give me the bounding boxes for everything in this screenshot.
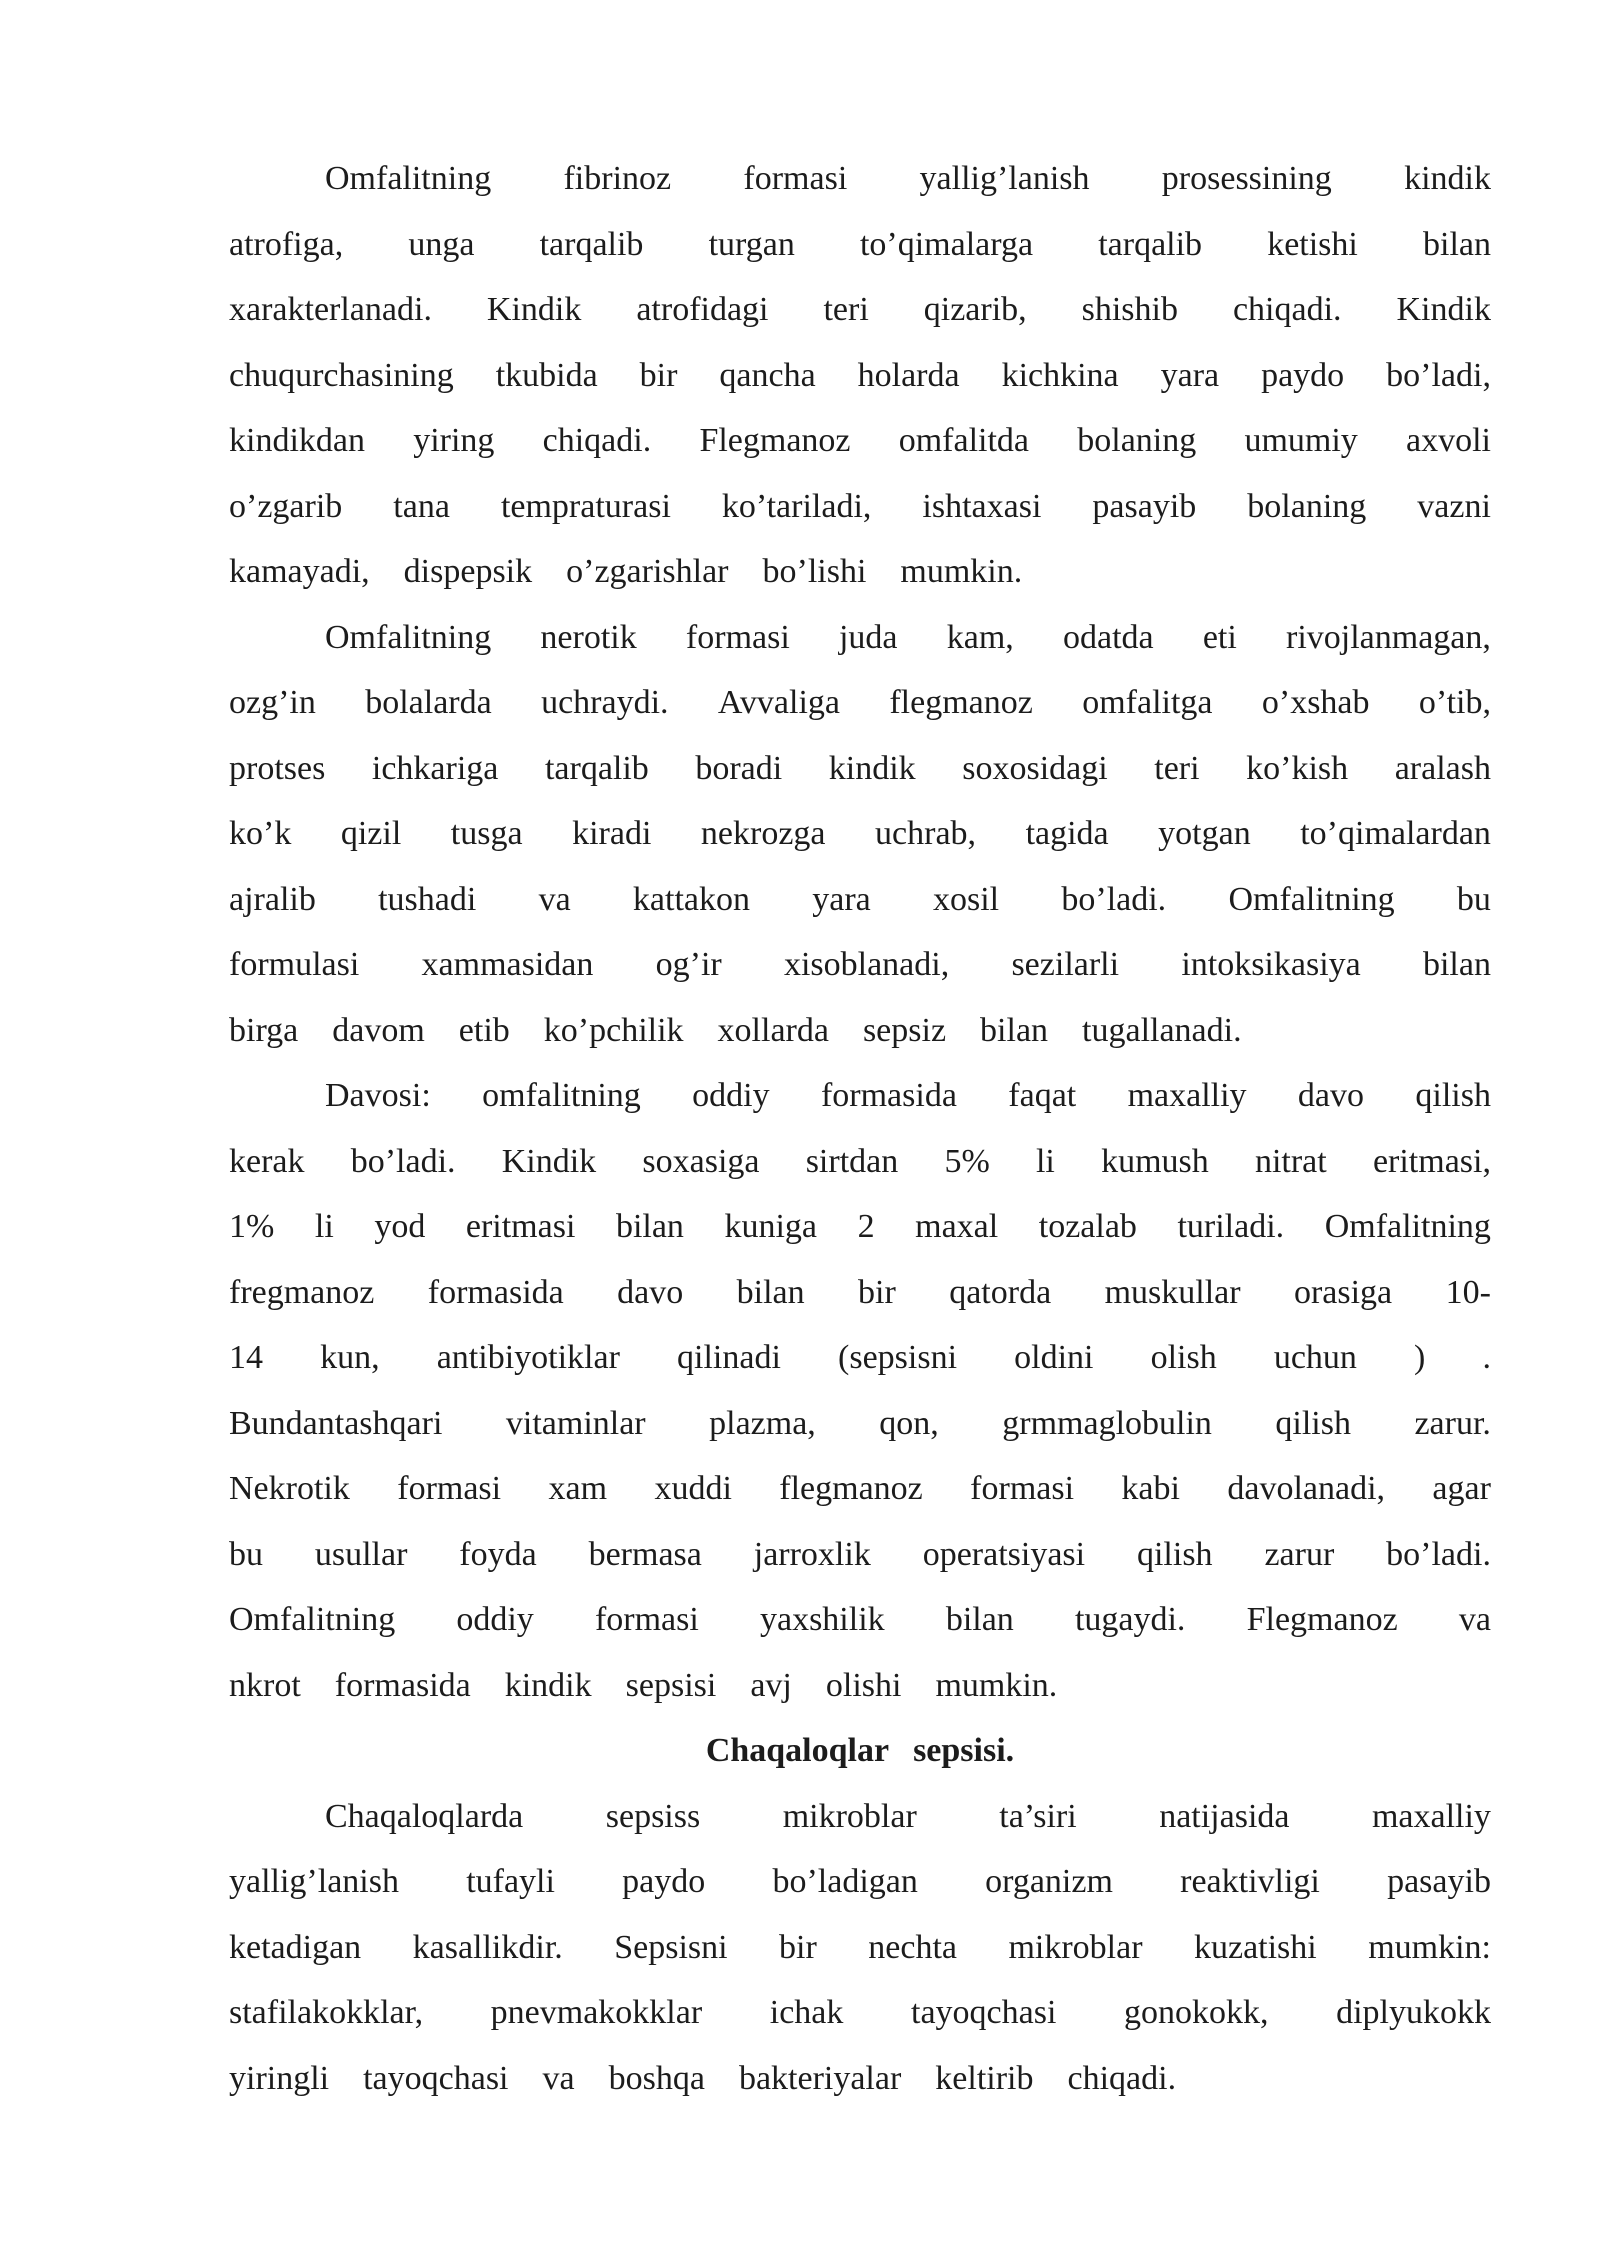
text-line: bu usullar foyda bermasa jarroxlik operatsiyasi qilish zarur bo’ladi. [229, 1535, 1491, 1573]
text-line: 1% li yod eritmasi bilan kuniga 2 maxal tozalab turiladi. Omfalitning [229, 1208, 1491, 1245]
text-line: ketadigan kasallikdir. Sepsisni bir nechta mikroblar kuzatishi mumkin: [229, 1928, 1491, 1966]
document-page [229, 146, 1491, 2111]
paragraph-fibrinoz [229, 146, 1491, 605]
text-line: Omfalitning oddiy formasi yaxshilik bilan tugaydi. Flegmanoz va [229, 1601, 1491, 1638]
text-line: kindikdan yiring chiqadi. Flegmanoz omfalitda bolaning umumiy axvoli [229, 422, 1491, 459]
text-line: o’zgarib tana tempraturasi ko’tariladi, ishtaxasi pasayib bolaning vazni [229, 487, 1491, 525]
text-line: chuqurchasining tkubida bir qancha holarda kichkina yara paydo bo’ladi, [229, 356, 1491, 394]
text-line: nkrot formasida kindik sepsisi avj olishi mumkin. [229, 1666, 1058, 1704]
text-line: Omfalitning nerotik formasi juda kam, odatda eti rivojlanmagan, [325, 618, 1491, 656]
text-line: Bundantashqari vitaminlar plazma, qon, grmmaglobulin qilish zarur. [229, 1404, 1491, 1442]
text-line: ko’k qizil tusga kiradi nekrozga uchrab, tagida yotgan to’qimalardan [229, 815, 1491, 852]
section-heading [229, 1718, 1491, 1784]
text-line: yallig’lanish tufayli paydo bo’ladigan organizm reaktivligi pasayib [229, 1863, 1491, 1900]
text-line: protses ichkariga tarqalib boradi kindik soxosidagi teri ko’kish aralash [229, 749, 1491, 787]
text-line: fregmanoz formasida davo bilan bir qatorda muskullar orasiga 10- [229, 1273, 1491, 1311]
paragraph-sepsis [229, 1784, 1491, 2112]
text-line: Davosi: omfalitning oddiy formasida faqat maxalliy davo qilish [325, 1077, 1491, 1114]
text-line: Chaqaloqlarda sepsiss mikroblar ta’siri natijasida maxalliy [325, 1797, 1491, 1835]
heading-word: sepsisi. [913, 1732, 1015, 1769]
text-line: stafilakokklar, pnevmakokklar ichak tayoqchasi gonokokk, diplyukokk [229, 1994, 1491, 2031]
text-line: atrofiga, unga tarqalib turgan to’qimalarga tarqalib ketishi bilan [229, 225, 1491, 263]
text-line: birga davom etib ko’pchilik xollarda sepsiz bilan tugallanadi. [229, 1011, 1242, 1049]
text-line: kamayadi, dispepsik o’zgarishlar bo’lishi mumkin. [229, 553, 1023, 590]
text-line: formulasi xammasidan og’ir xisoblanadi, sezilarli intoksikasiya bilan [229, 946, 1491, 983]
heading-word: Chaqaloqlar [705, 1732, 890, 1769]
text-line: xarakterlanadi. Kindik atrofidagi teri qizarib, shishib chiqadi. Kindik [229, 291, 1491, 328]
text-line: 14 kun, antibiyotiklar qilinadi (sepsisni oldini olish uchun ) . [229, 1339, 1491, 1376]
text-line: yiringli tayoqchasi va boshqa bakteriyalar keltirib chiqadi. [229, 2059, 1177, 2097]
text-line: kerak bo’ladi. Kindik soxasiga sirtdan 5% li kumush nitrat eritmasi, [229, 1142, 1491, 1180]
text-line: ozg’in bolalarda uchraydi. Avvaliga flegmanoz omfalitga o’xshab o’tib, [229, 684, 1491, 721]
text-line: Nekrotik formasi xam xuddi flegmanoz formasi kabi davolanadi, agar [229, 1470, 1491, 1507]
text-line: Omfalitning fibrinoz formasi yallig’lanish prosessining kindik [325, 160, 1491, 197]
paragraph-davosi [229, 1063, 1491, 1718]
text-line: ajralib tushadi va kattakon yara xosil bo’ladi. Omfalitning bu [229, 880, 1491, 918]
paragraph-nekrotik [229, 605, 1491, 1064]
